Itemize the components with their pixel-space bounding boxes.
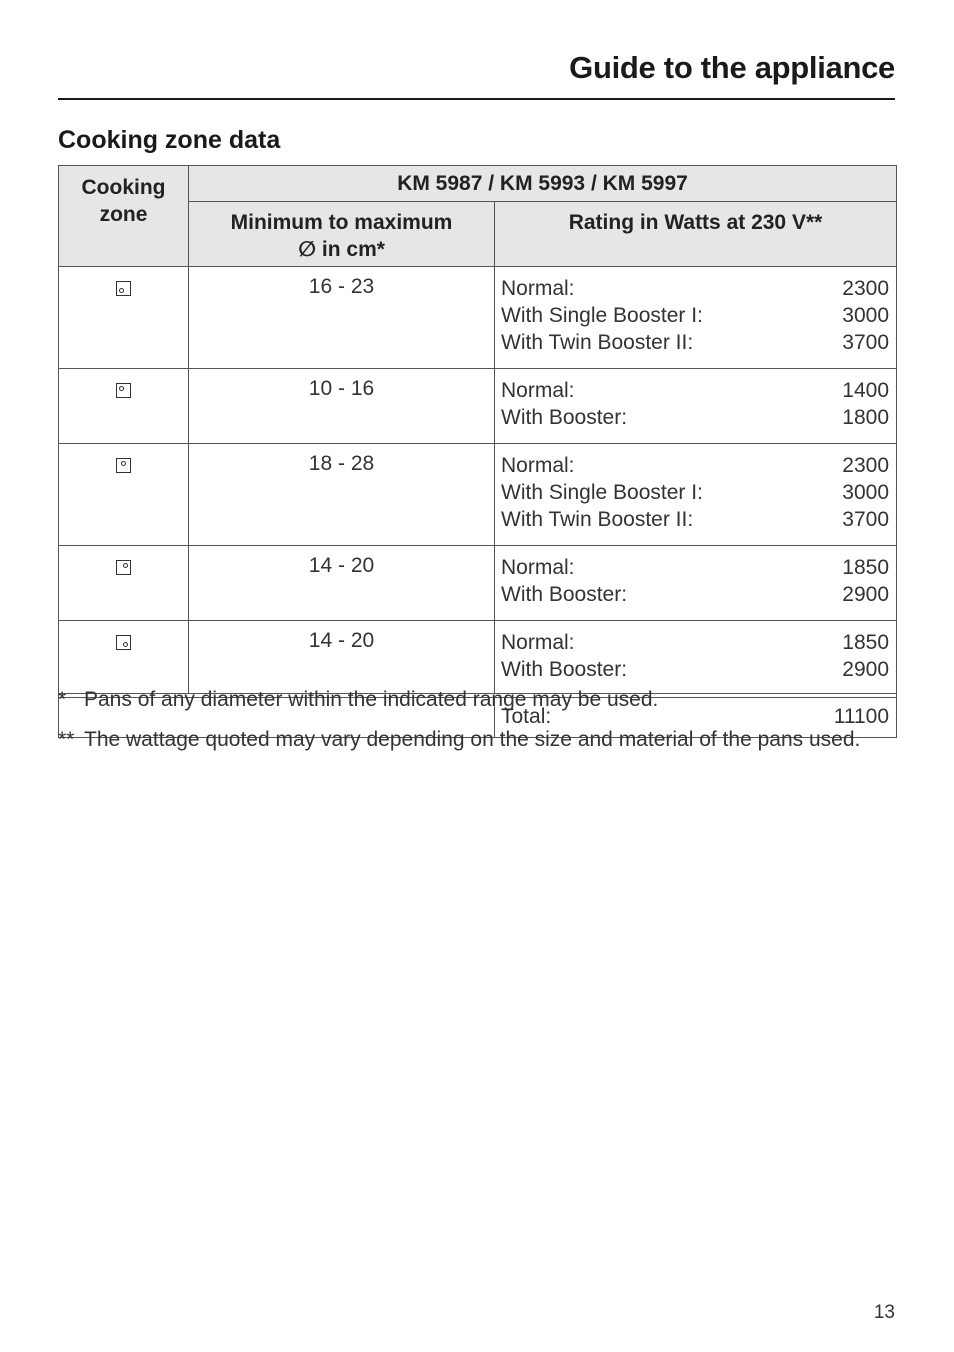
diameter-range: 14 - 20 [189,546,495,621]
zone-cell [59,621,189,694]
rating-value: 1400 [842,379,890,402]
zone-cell [59,546,189,621]
rating-line [501,629,889,656]
rating-line [501,554,889,581]
footnote-text: The wattage quoted may vary depending on the size and material of the pans used. [84,728,861,751]
total-label: Total: [501,705,552,728]
rating-line [501,506,889,533]
rating-label: Normal: [501,556,575,579]
rating-cell [495,369,897,444]
rating-line [501,479,889,506]
rating-label: With Booster: [501,658,628,681]
rating-value: 2300 [842,277,890,300]
footnote-mark: ** [58,728,75,751]
table-row [59,546,897,621]
footnotes [58,686,898,766]
table-row [59,621,897,694]
rating-value: 1850 [842,631,890,654]
footnote-mark: * [58,688,67,711]
rating-line [501,302,889,329]
zone-rear-right-icon [116,560,131,575]
header-models: KM 5987 / KM 5993 / KM 5997 [189,166,897,202]
page-number: 13 [873,1302,895,1323]
rating-line [501,404,889,431]
footnote-text: Pans of any diameter within the indicated range may be used. [84,688,659,711]
header-cooking-zone-label: Cooking zone [81,176,166,226]
rating-label: Normal: [501,631,575,654]
diameter-range: 10 - 16 [189,369,495,444]
header-diameter-line1: Minimum to maximum [230,211,453,235]
rating-label: With Twin Booster II: [501,331,694,354]
diameter-range: 18 - 28 [189,444,495,546]
rating-label: With Single Booster I: [501,304,703,327]
zone-front-left-icon [116,281,131,296]
header-rating: Rating in Watts at 230 V** [495,202,897,267]
zone-front-right-icon [116,635,131,650]
footnote [58,686,898,713]
table-row [59,267,897,369]
rating-line [501,377,889,404]
rating-cell [495,546,897,621]
rating-line [501,275,889,302]
rating-value: 3000 [842,481,890,504]
section-title: Cooking zone data [58,126,281,154]
rating-label: With Twin Booster II: [501,508,694,531]
title-divider [58,98,895,100]
rating-cell [495,444,897,546]
rating-value: 2300 [842,454,890,477]
zone-rear-centre-icon [116,458,131,473]
diameter-range: 16 - 23 [189,267,495,369]
rating-value: 1850 [842,556,890,579]
rating-value: 2900 [842,658,890,681]
zone-cell [59,267,189,369]
table-row [59,444,897,546]
rating-value: 3000 [842,304,890,327]
page-title: Guide to the appliance [569,50,895,85]
rating-value: 1800 [842,406,890,429]
zone-cell [59,444,189,546]
rating-label: Normal: [501,379,575,402]
rating-value: 3700 [842,331,890,354]
zone-rear-left-icon [116,383,131,398]
total-value: 11100 [833,705,890,728]
rating-line [501,656,889,683]
diameter-range: 14 - 20 [189,621,495,694]
rating-cell [495,621,897,694]
table-row [59,369,897,444]
header-diameter [189,202,495,267]
rating-value: 2900 [842,583,890,606]
zone-cell [59,369,189,444]
footnote [58,726,898,753]
rating-cell [495,267,897,369]
rating-label: With Booster: [501,583,628,606]
rating-line [501,452,889,479]
rating-label: With Booster: [501,406,628,429]
header-cooking-zone [59,166,189,267]
cooking-zone-table [58,165,897,738]
rating-line [501,329,889,356]
rating-label: Normal: [501,277,575,300]
rating-line [501,581,889,608]
rating-label: Normal: [501,454,575,477]
rating-value: 3700 [842,508,890,531]
header-diameter-line2: ∅ in cm* [298,238,385,262]
rating-label: With Single Booster I: [501,481,703,504]
